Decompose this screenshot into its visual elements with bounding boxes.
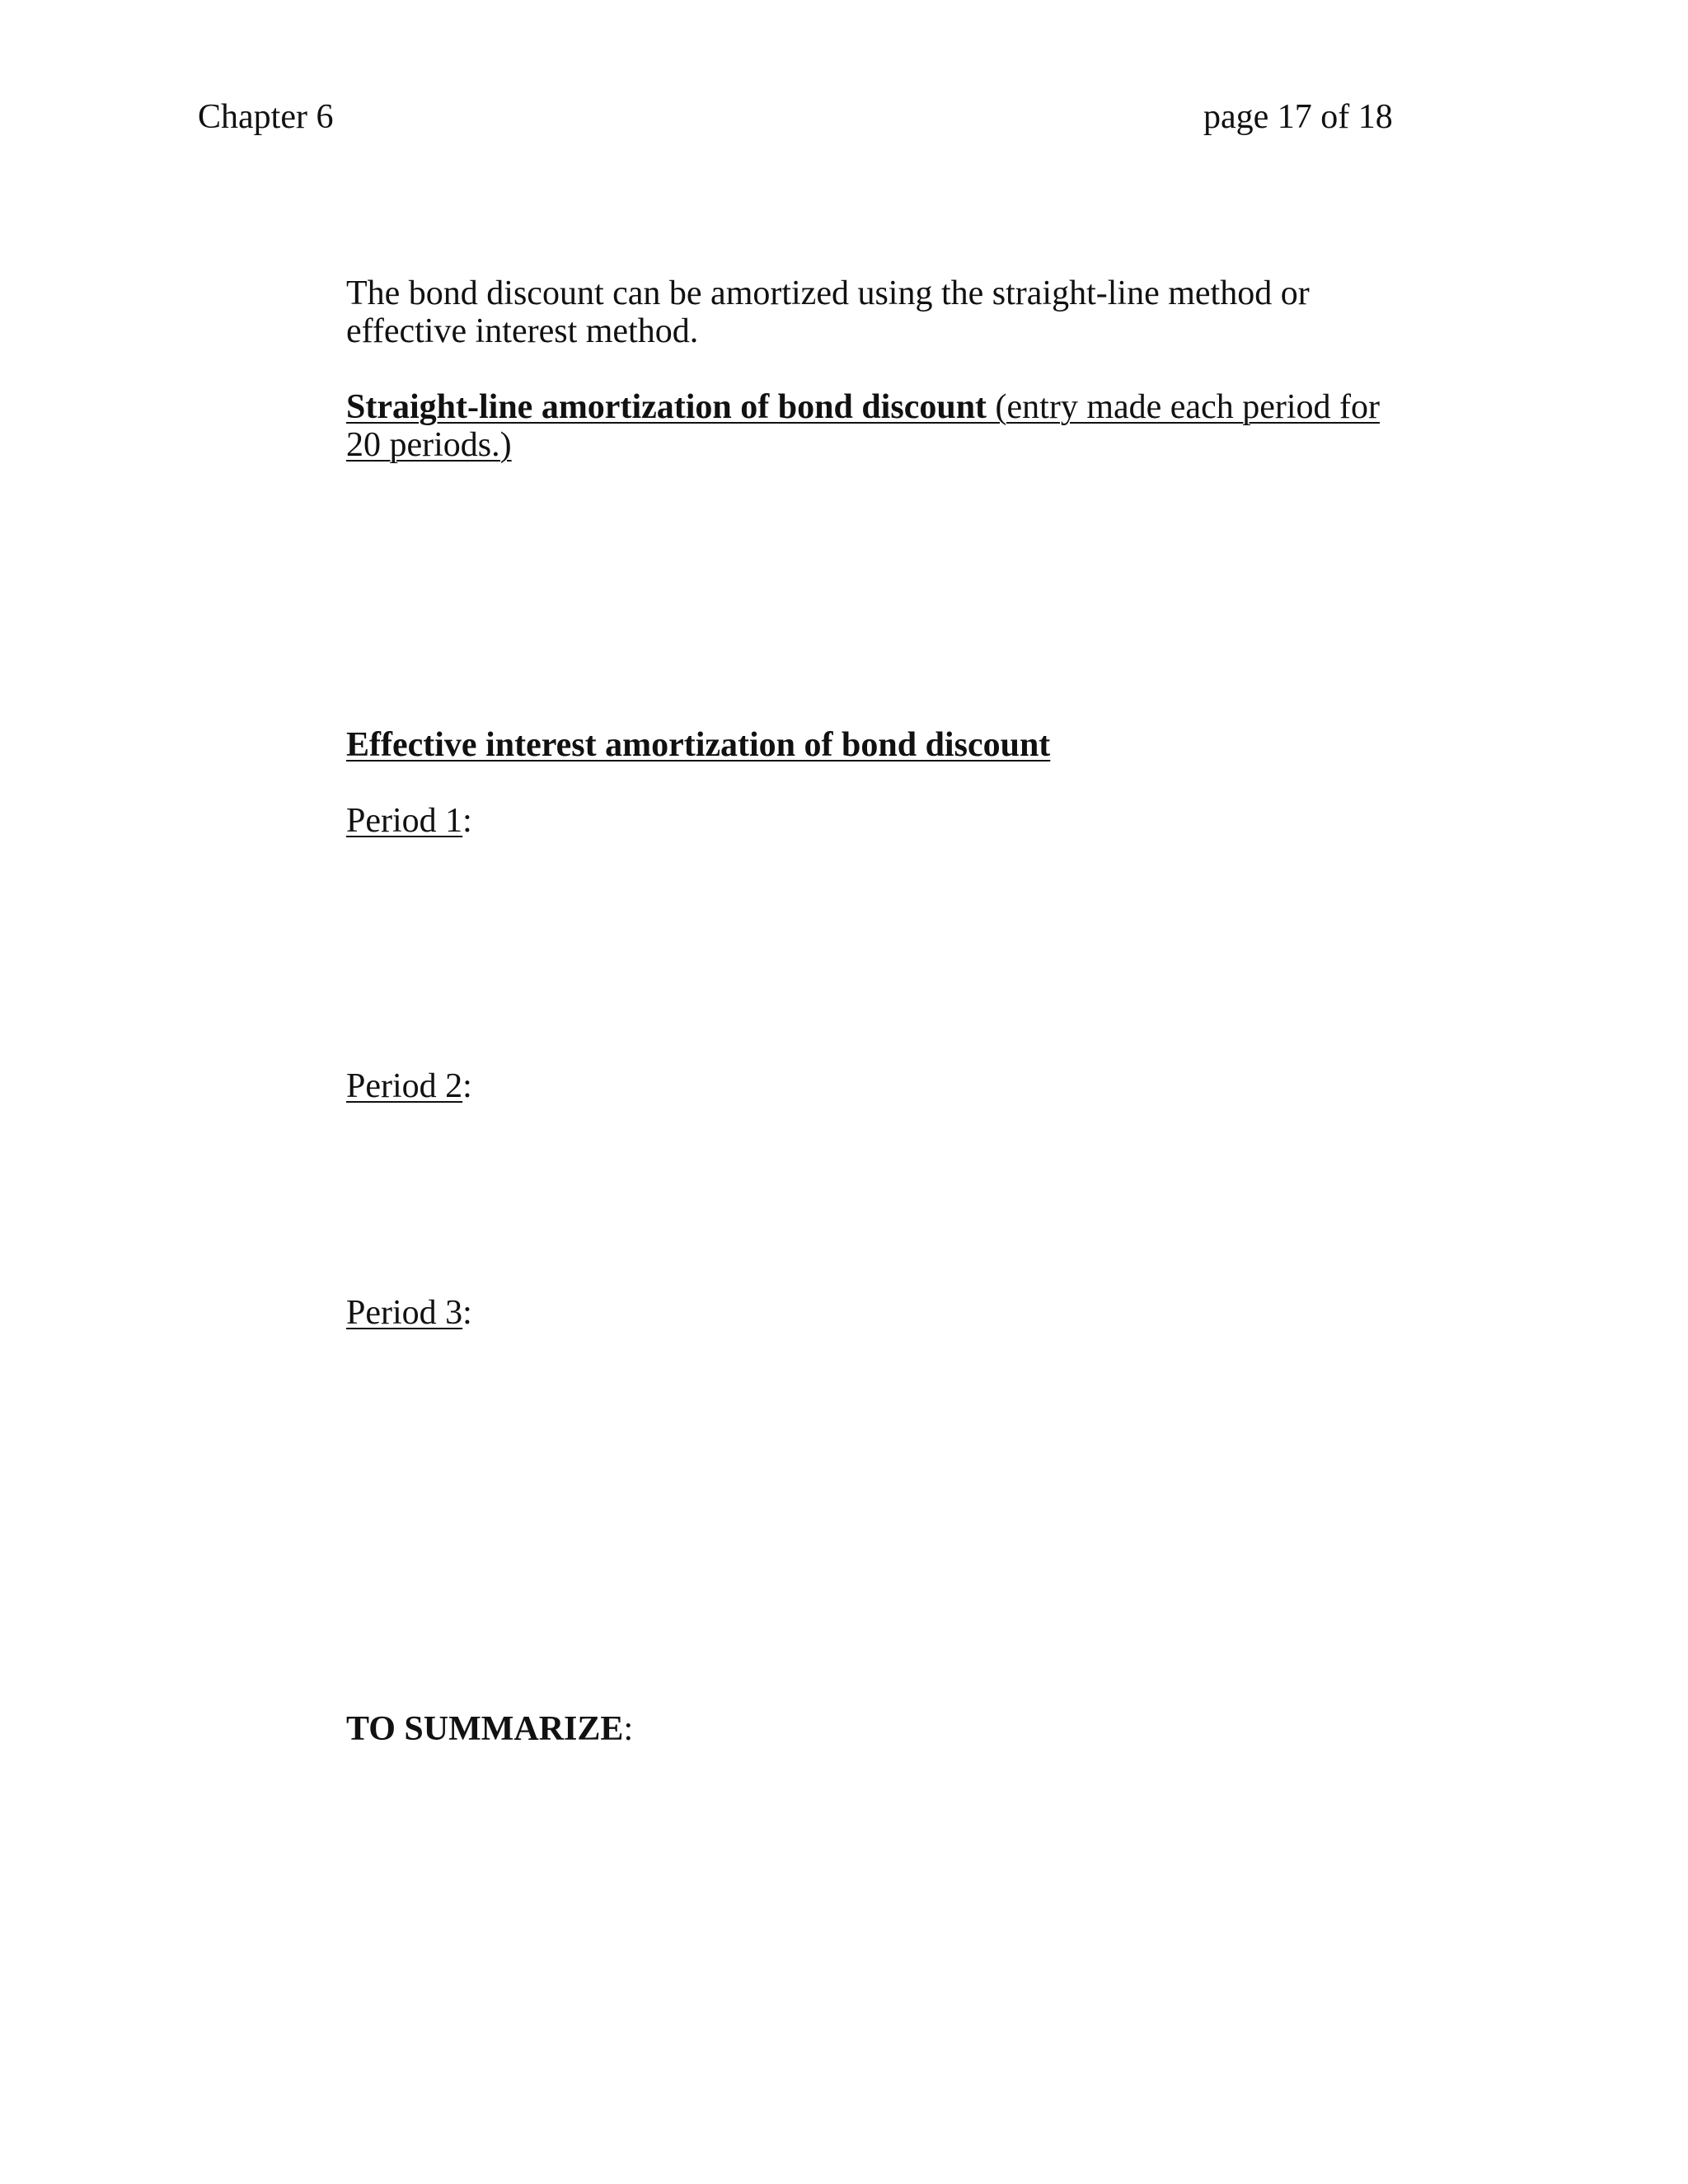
period-label: Period 3 xyxy=(346,1294,463,1332)
period-label: Period 1 xyxy=(346,802,463,840)
page-number: page 17 of 18 xyxy=(1203,98,1393,136)
straight-line-note: (entry made each period for 20 periods.) xyxy=(346,388,1380,464)
period-label: Period 2 xyxy=(346,1067,463,1105)
summary-label: TO SUMMARIZE xyxy=(346,1710,624,1748)
period-1-label xyxy=(346,802,1418,840)
summary-heading xyxy=(346,1710,1418,1748)
intro-paragraph: The bond discount can be amortized using the straight-line method or effective interest method. xyxy=(346,274,1310,350)
chapter-label: Chapter 6 xyxy=(198,98,334,136)
straight-line-title: Straight-line amortization of bond discount xyxy=(346,388,987,426)
summary-colon: : xyxy=(623,1710,634,1748)
period-2-label xyxy=(346,1067,1418,1105)
period-colon: : xyxy=(462,1294,472,1332)
straight-line-heading xyxy=(346,388,1418,464)
period-3-label xyxy=(346,1294,1418,1332)
period-colon: : xyxy=(462,1067,472,1105)
effective-interest-heading: Effective interest amortization of bond discount xyxy=(346,726,1051,764)
period-colon: : xyxy=(462,802,472,840)
